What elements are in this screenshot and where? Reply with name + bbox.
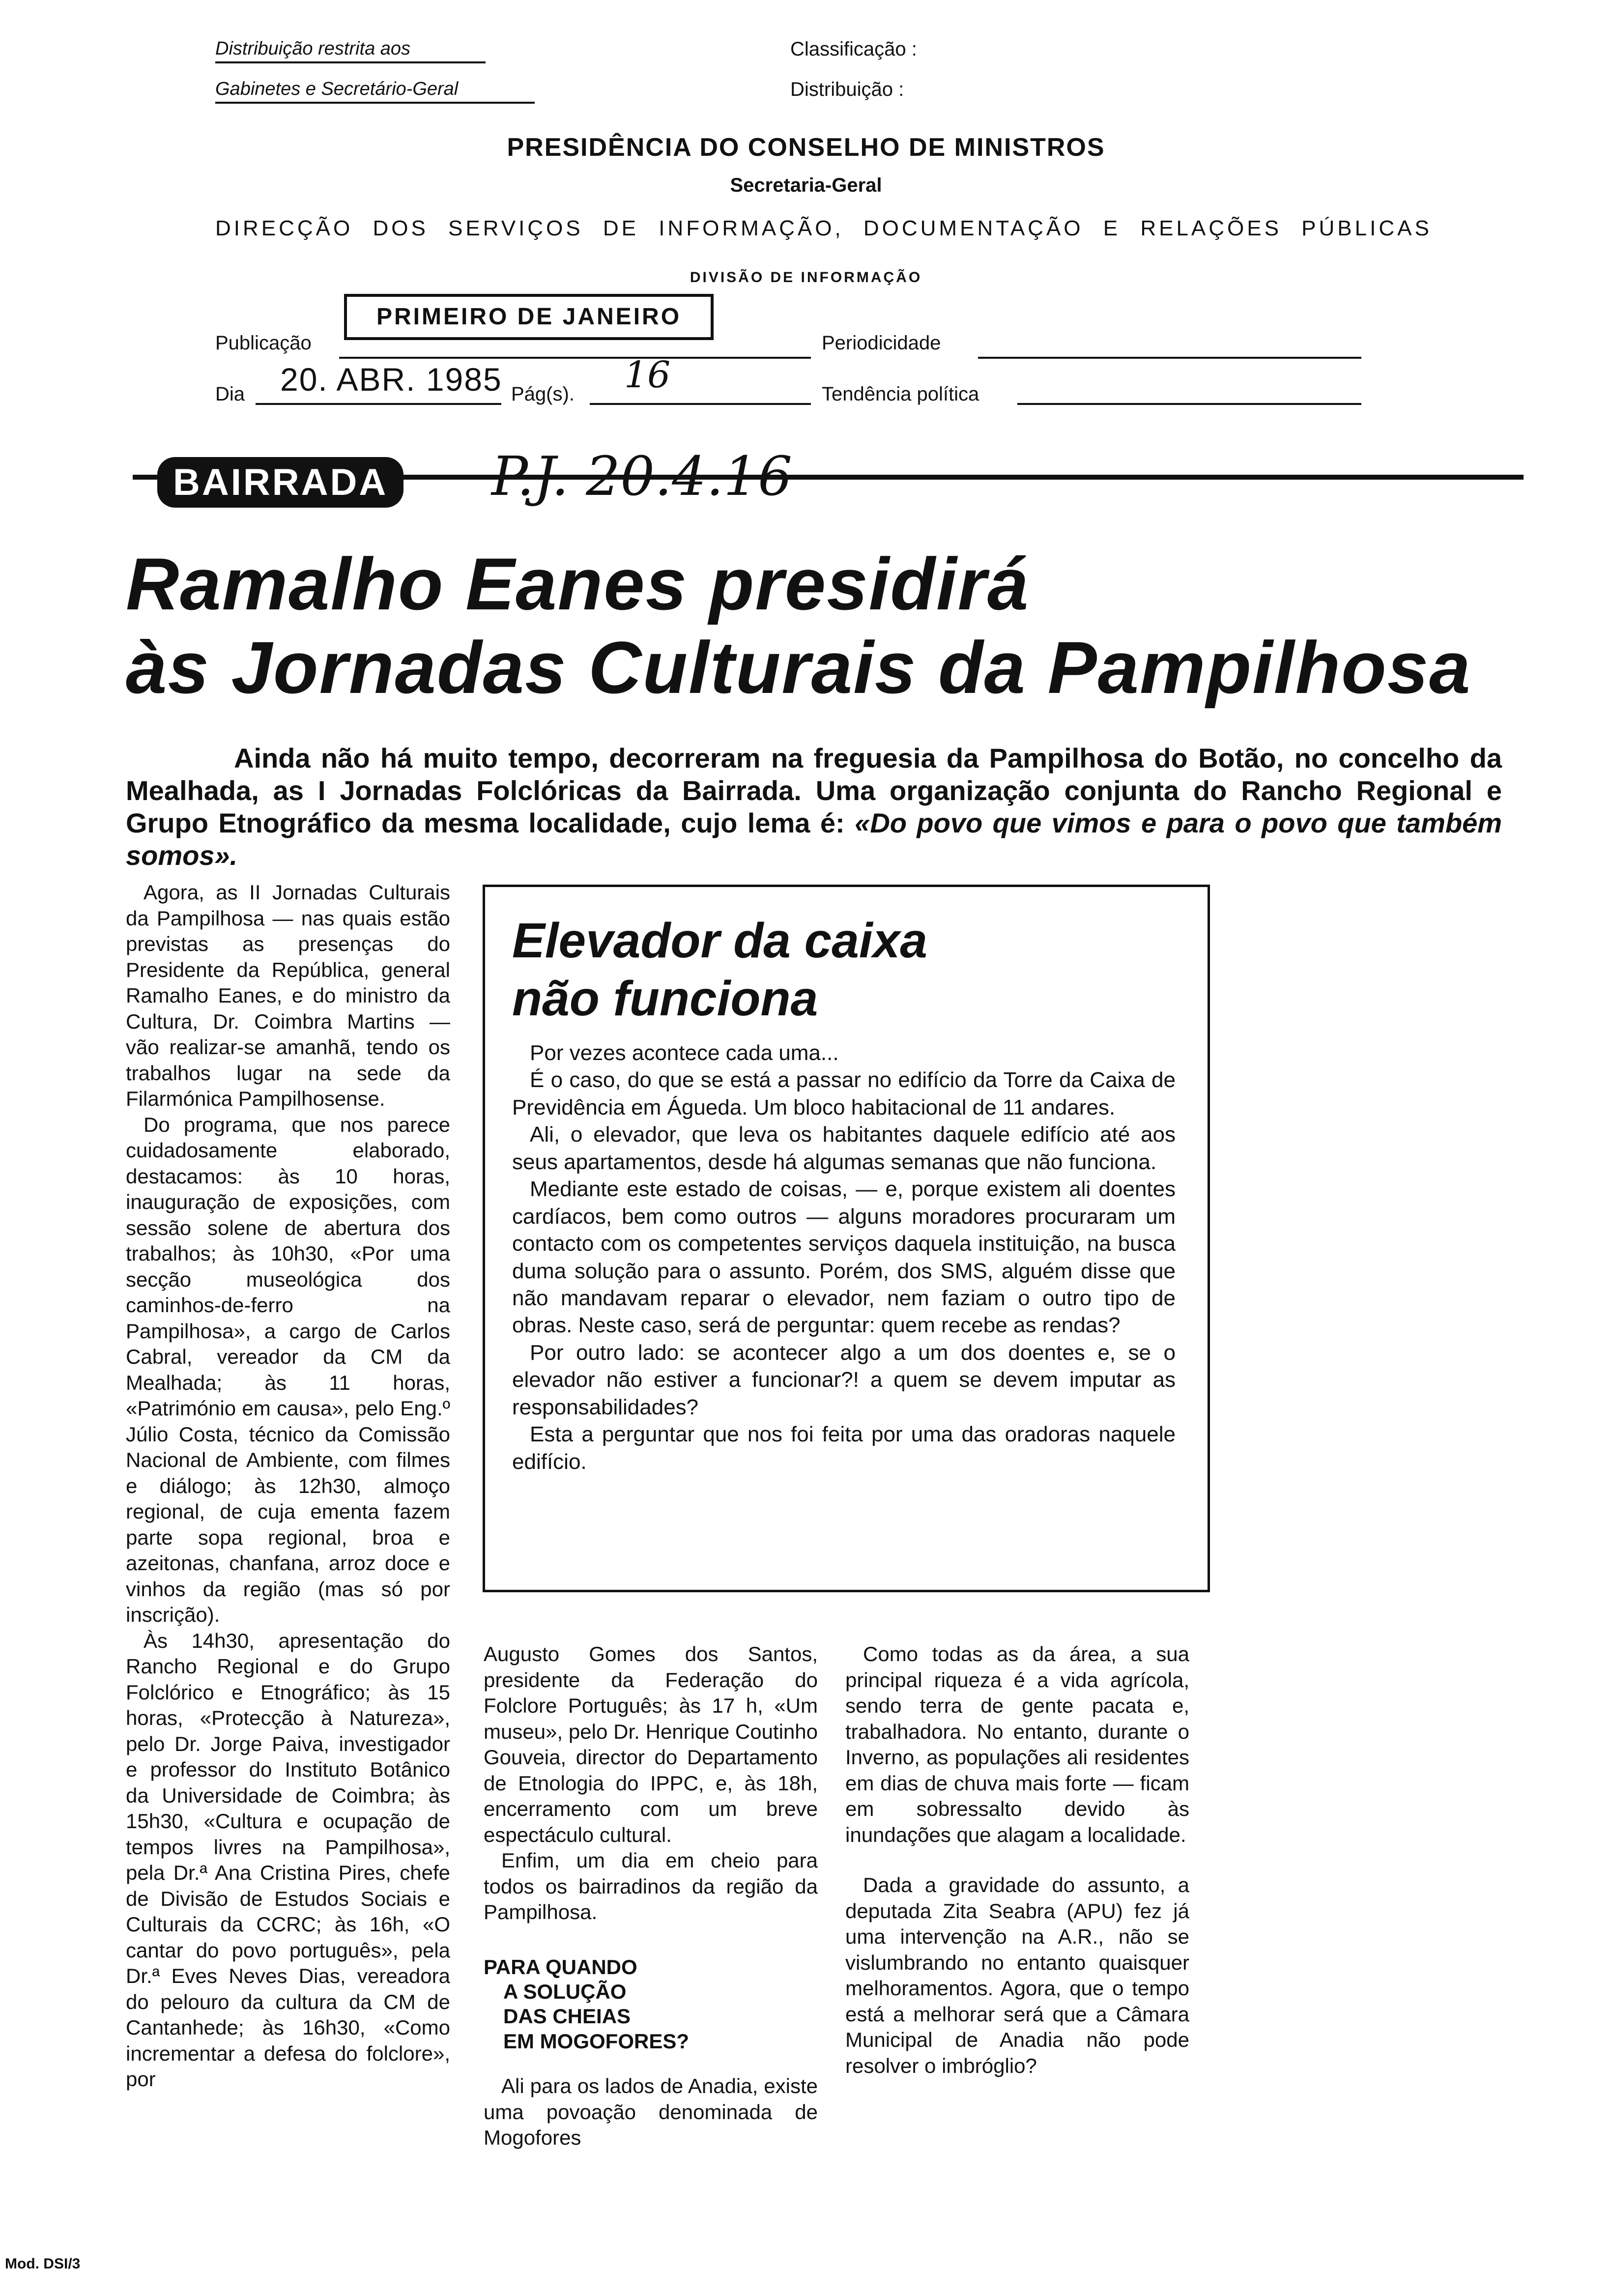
subheading-line: DAS CHEIAS <box>503 2005 631 2028</box>
column-3 <box>845 1641 1189 2079</box>
headline-line1: Ramalho Eanes presidirá <box>126 543 1030 625</box>
tendencia-label: Tendência política <box>822 383 979 405</box>
pags-label: Pág(s). <box>511 383 575 405</box>
direccao-heading: DIRECÇÃO DOS SERVIÇOS DE INFORMAÇÃO, DOCUMENTAÇÃO E RELAÇÕES PÚBLICAS <box>215 216 1432 240</box>
subheading <box>484 1955 818 2054</box>
publicacao-stamp: PRIMEIRO DE JANEIRO <box>344 294 714 340</box>
distribution-note-line2: Gabinetes e Secretário-Geral <box>215 79 535 104</box>
box-paragraph: Ali, o elevador, que leva os habitantes daquele edifício até aos seus apartamentos, desde há algumas semanas que não funciona. <box>512 1122 1176 1174</box>
tendencia-line <box>1017 376 1361 405</box>
boxed-story <box>483 885 1210 1592</box>
box-paragraph: Por outro lado: se acontecer algo a um dos doentes e, se o elevador não estiver a funcionar?! a quem se devem imputar as responsabilidades? <box>512 1340 1176 1419</box>
secretaria-heading: Secretaria-Geral <box>730 174 882 196</box>
col1-paragraph: Às 14h30, apresentação do Rancho Regional e do Grupo Folclórico e Etnográfico; às 15 horas, «Protecção à Natureza», pelo Dr. Jorge Paiva, investigador e professor do Instituto Botânico da Universidade de Coimbra; às 15h30, «Cultura e ocupação de tempos livres na Pampilhosa», pela Dr.ª Ana Cristina Pires, chefe de Divisão de Estudos Sociais e Culturais da CCRC; às 16h, «O cantar do povo português», pela Dr.ª Eves Neves Dias, vereadora do pelouro da cultura da CM de Cantanhede; às 16h30, «Como incrementar a defesa do folclore», por <box>126 1629 450 2091</box>
periodicidade-line <box>978 330 1361 359</box>
form-code: Mod. DSI/3 <box>5 2256 81 2272</box>
column-1 <box>126 880 450 2093</box>
lede-text: Ainda não há muito tempo, decorreram na freguesia da Pampilhosa do Botão, no concelho da Mealhada, as I Jornadas Folclóricas da Bairrada. Uma organização conjunta do Rancho Regional e Grupo Etnográfico da mesma localidade, cujo lema é: <box>126 743 1502 839</box>
dia-stamp: 20. ABR. 1985 <box>280 361 502 398</box>
distribuicao-label: Distribuição : <box>790 79 904 100</box>
col2-paragraph: Enfim, um dia em cheio para todos os bairradinos da região da Pampilhosa. <box>484 1849 818 1923</box>
subheading-line: A SOLUÇÃO <box>503 1980 627 2003</box>
col3-paragraph: Dada a gravidade do assunto, a deputada Zita Seabra (APU) fez já uma intervenção na A.R., não se vislumbrando no entanto quaisquer melhoramentos. Agora, que o tempo está a melhorar será que a Câmara Municipal de Anadia não pode resolver o imbróglio? <box>845 1873 1189 2077</box>
headline-line2: às Jornadas Culturais da Pampilhosa <box>126 626 1471 709</box>
presidencia-heading: PRESIDÊNCIA DO CONSELHO DE MINISTROS <box>507 133 1105 162</box>
box-paragraph: É o caso, do que se está a passar no edifício da Torre da Caixa de Previdência em Águeda. Um bloco habitacional de 11 andares. <box>512 1068 1176 1119</box>
divisao-heading: DIVISÃO DE INFORMAÇÃO <box>690 269 922 286</box>
subheading-line: PARA QUANDO <box>484 1955 637 1979</box>
col2-paragraph: Ali para os lados de Anadia, existe uma povoação denominada de Mogofores <box>484 2074 818 2150</box>
dia-label: Dia <box>215 383 245 405</box>
col1-paragraph: Do programa, que nos parece cuidadosamente elaborado, destacamos: às 10 horas, inauguração de exposições, com sessão solene de abertura dos trabalhos; às 10h30, «Por uma secção museológica dos caminhos-de-ferro na Pampilhosa», a cargo de Carlos Cabral, vereador da CM da Mealhada; às 11 horas, «Património em causa», pelo Eng.º Júlio Costa, técnico da Comissão Nacional de Ambiente, com filmes e diálogo; às 12h30, almoço regional, de cuja ementa fazem parte sopa regional, broa e azeitonas, chanfana, arroz doce e vinhos da região (mas só por inscrição). <box>126 1113 450 1626</box>
col1-paragraph: Agora, as II Jornadas Culturais da Pampilhosa — nas quais estão previstas as presenças do Presidente da República, general Ramalho Eanes, e do ministro da Cultura, Dr. Coimbra Martins — vão realizar-se amanhã, tendo os trabalhos lugar na sede da Filarmónica Pampilhosense. <box>126 881 450 1110</box>
distribution-note-line1: Distribuição restrita aos <box>215 38 486 63</box>
section-kicker: BAIRRADA <box>157 457 403 508</box>
pags-handwritten: 16 <box>624 354 671 396</box>
box-body <box>512 1039 1176 1475</box>
publicacao-label: Publicação <box>215 332 312 354</box>
classificacao-label: Classificação : <box>790 38 917 60</box>
box-paragraph: Mediante este estado de coisas, — e, porque existem ali doentes cardíacos, bem como outros — alguns moradores procuraram um contacto com os competentes serviços daquela instituição, na busca duma solução para o assunto. Porém, dos SMS, alguém disse que não mandavam reparar o elevador, nem faziam o outro tipo de obras. Neste caso, será de perguntar: quem recebe as rendas? <box>512 1177 1176 1338</box>
col3-paragraph: Como todas as da área, a sua principal riqueza é a vida agrícola, sendo terra de gente pacata e, trabalhadora. No entanto, durante o Inverno, as populações ali residentes em dias de chuva mais forte — ficam em sobressalto devido às inundações que alagam a localidade. <box>845 1642 1189 1846</box>
lede-quote: «Do povo que vimos e para o povo que também somos». <box>126 807 1502 871</box>
box-title-line1: Elevador da caixa <box>512 913 927 968</box>
col2-paragraph: Augusto Gomes dos Santos, presidente da Federação do Folclore Português; às 17 h, «Um museu», pelo Dr. Henrique Coutinho Gouveia, director do Departamento de Etnologia do IPPC, e, às 18h, encerramento com um breve espectáculo cultural. <box>484 1642 818 1846</box>
box-paragraph: Por vezes acontece cada uma... <box>530 1041 839 1065</box>
box-title-line2: não funciona <box>512 971 818 1026</box>
article-lede <box>126 742 1502 872</box>
subheading-line: EM MOGOFORES? <box>503 2029 689 2053</box>
handwritten-reference: P.J. 20.4.16 <box>491 445 793 508</box>
box-paragraph: Esta a perguntar que nos foi feita por uma das oradoras naquele edifício. <box>512 1422 1176 1474</box>
column-2 <box>484 1641 818 2151</box>
pags-line <box>590 376 811 405</box>
periodicidade-label: Periodicidade <box>822 332 941 354</box>
